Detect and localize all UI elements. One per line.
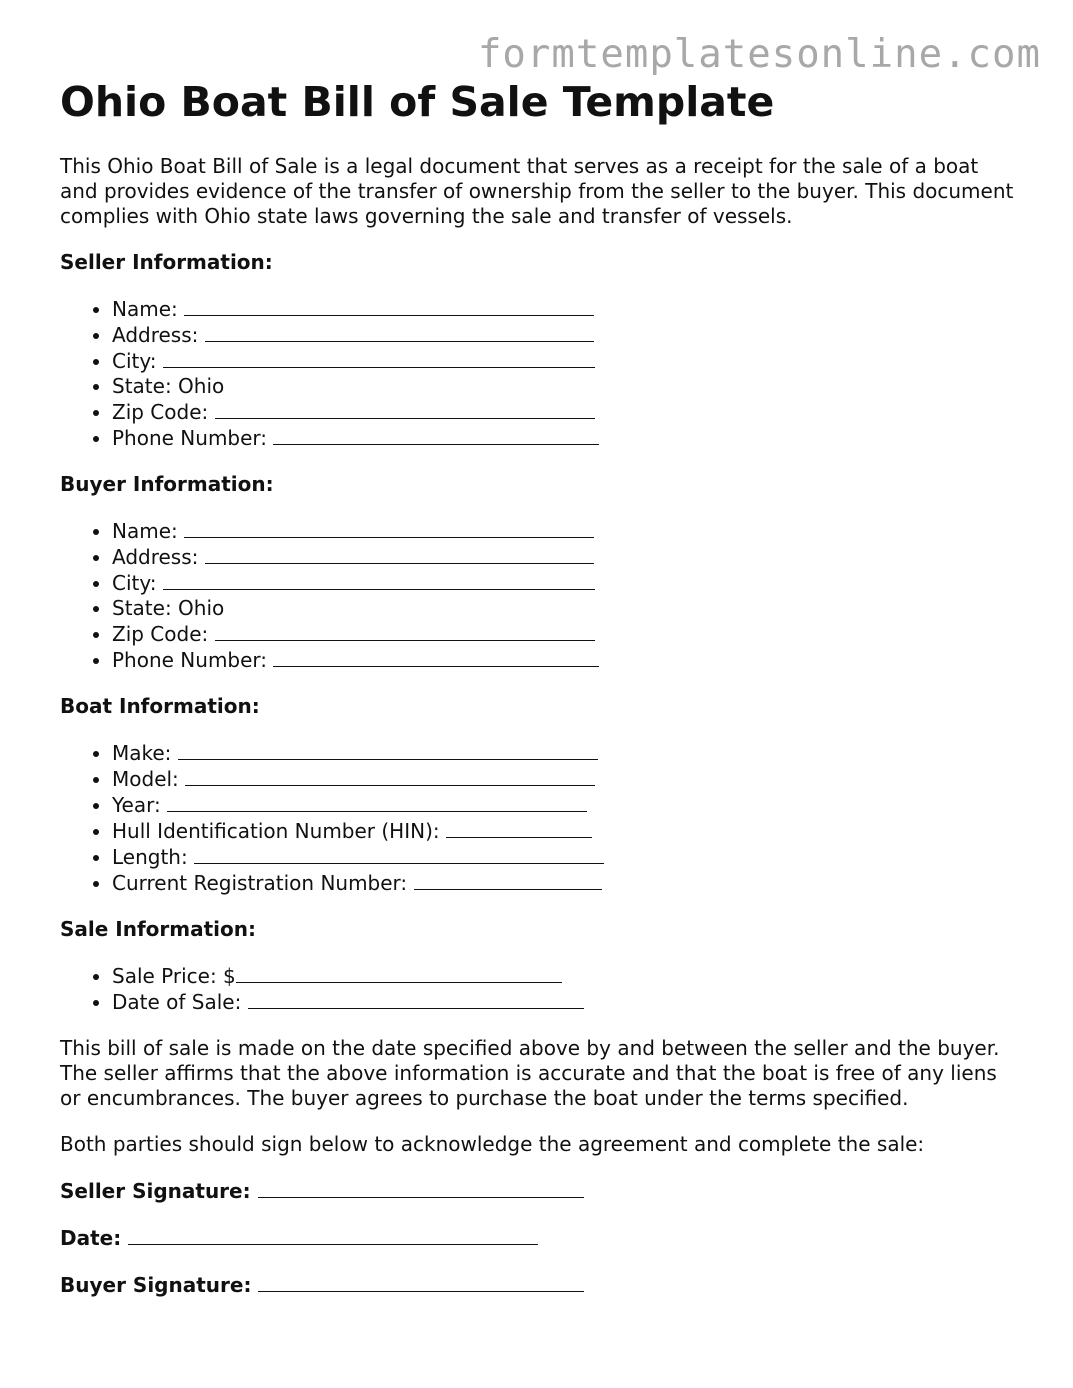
- date-label: Date:: [60, 1226, 122, 1250]
- boat-length-item: [112, 844, 1020, 870]
- seller-signature-label: Seller Signature:: [60, 1179, 251, 1203]
- seller-list: [60, 296, 1020, 451]
- buyer-city-item: [112, 570, 1020, 596]
- sale-date-blank[interactable]: [248, 989, 584, 1009]
- seller-zip-blank[interactable]: [215, 399, 595, 419]
- seller-zip-item: [112, 399, 1020, 425]
- date-line: [60, 1225, 1020, 1251]
- buyer-list: [60, 518, 1020, 673]
- buyer-signature-blank[interactable]: [258, 1272, 584, 1292]
- buyer-phone-item: [112, 647, 1020, 673]
- buyer-zip-item: [112, 621, 1020, 647]
- boat-registration-label: Current Registration Number:: [112, 871, 408, 895]
- intro-paragraph: This Ohio Boat Bill of Sale is a legal document that serves as a receipt for the sale of a boat and provides evidence of the transfer of ownership from the seller to the buyer. This document complies with Ohio state laws governing the sale and transfer of vessels.: [60, 154, 1014, 228]
- buyer-name-blank[interactable]: [184, 518, 594, 538]
- boat-year-item: [112, 792, 1020, 818]
- seller-city-blank[interactable]: [163, 348, 595, 368]
- boat-year-blank[interactable]: [167, 792, 587, 812]
- sale-date-label: Date of Sale:: [112, 990, 242, 1014]
- seller-city-label: City:: [112, 349, 157, 373]
- buyer-signature-label: Buyer Signature:: [60, 1273, 252, 1297]
- boat-make-item: [112, 740, 1020, 766]
- boat-make-blank[interactable]: [178, 740, 598, 760]
- seller-city-item: [112, 348, 1020, 374]
- sale-price-item: [112, 963, 1020, 989]
- seller-state-item: [112, 374, 1020, 399]
- buyer-state-label: State: Ohio: [112, 596, 225, 620]
- boat-make-label: Make:: [112, 741, 172, 765]
- seller-phone-label: Phone Number:: [112, 426, 268, 450]
- seller-signature-line: [60, 1178, 1020, 1204]
- buyer-signature-line: [60, 1272, 1020, 1298]
- boat-registration-blank[interactable]: [414, 870, 602, 890]
- boat-hin-item: [112, 818, 1020, 844]
- seller-heading: Seller Information:: [60, 250, 273, 274]
- agreement-paragraph: This bill of sale is made on the date specified above by and between the seller and the buyer. The seller affirms that the above information is accurate and that the boat is free of any liens or encumbrances. The buyer agrees to purchase the boat under the terms specified.: [60, 1036, 1000, 1110]
- buyer-phone-label: Phone Number:: [112, 648, 268, 672]
- seller-name-label: Name:: [112, 297, 178, 321]
- buyer-phone-blank[interactable]: [273, 647, 599, 667]
- seller-state-label: State: Ohio: [112, 374, 225, 398]
- seller-phone-item: [112, 425, 1020, 451]
- seller-address-label: Address:: [112, 323, 199, 347]
- seller-phone-blank[interactable]: [273, 425, 599, 445]
- buyer-name-label: Name:: [112, 519, 178, 543]
- boat-length-blank[interactable]: [194, 844, 604, 864]
- boat-model-blank[interactable]: [185, 766, 595, 786]
- buyer-city-label: City:: [112, 571, 157, 595]
- seller-address-blank[interactable]: [205, 322, 594, 342]
- buyer-zip-label: Zip Code:: [112, 622, 209, 646]
- seller-signature-blank[interactable]: [258, 1178, 584, 1198]
- date-blank[interactable]: [128, 1225, 538, 1245]
- buyer-city-blank[interactable]: [163, 570, 595, 590]
- buyer-state-item: [112, 596, 1020, 621]
- boat-model-label: Model:: [112, 767, 179, 791]
- page-title: Ohio Boat Bill of Sale Template: [60, 78, 775, 126]
- sale-price-label: Sale Price: $: [112, 964, 236, 988]
- sale-heading: Sale Information:: [60, 917, 256, 941]
- buyer-address-item: [112, 544, 1020, 570]
- sale-price-blank[interactable]: [236, 963, 562, 983]
- seller-zip-label: Zip Code:: [112, 400, 209, 424]
- buyer-heading: Buyer Information:: [60, 472, 274, 496]
- boat-hin-label: Hull Identification Number (HIN):: [112, 819, 440, 843]
- boat-registration-item: [112, 870, 1020, 896]
- boat-model-item: [112, 766, 1020, 792]
- sign-instruction: Both parties should sign below to acknowledge the agreement and complete the sale:: [60, 1132, 925, 1156]
- buyer-address-blank[interactable]: [205, 544, 594, 564]
- seller-name-blank[interactable]: [184, 296, 594, 316]
- buyer-zip-blank[interactable]: [215, 621, 595, 641]
- document-page: [60, 74, 1020, 1298]
- boat-year-label: Year:: [112, 793, 161, 817]
- boat-list: [60, 740, 1020, 896]
- boat-length-label: Length:: [112, 845, 188, 869]
- watermark-text: formtemplatesonline.com: [477, 32, 1041, 77]
- buyer-name-item: [112, 518, 1020, 544]
- buyer-address-label: Address:: [112, 545, 199, 569]
- seller-name-item: [112, 296, 1020, 322]
- sale-date-item: [112, 989, 1020, 1015]
- boat-heading: Boat Information:: [60, 694, 260, 718]
- sale-list: [60, 963, 1020, 1015]
- seller-address-item: [112, 322, 1020, 348]
- boat-hin-blank[interactable]: [446, 818, 592, 838]
